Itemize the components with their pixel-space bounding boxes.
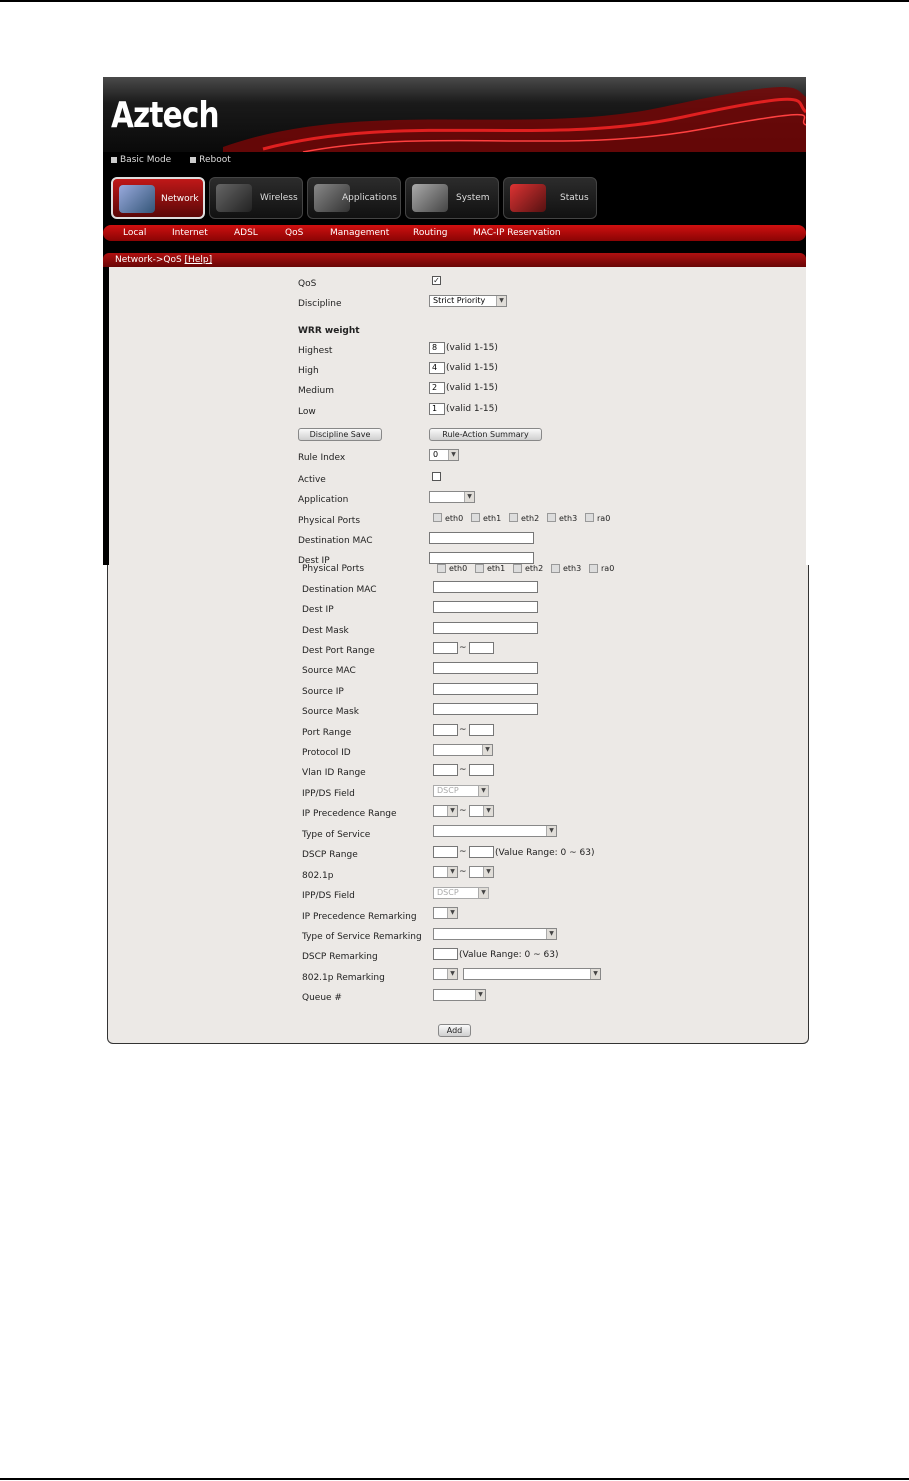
tab-applications-label: Applications (342, 193, 397, 203)
chevron-down-icon: ▼ (590, 969, 600, 979)
ip-precedence-remarking-label: IP Precedence Remarking (302, 912, 417, 922)
chevron-down-icon: ▼ (448, 450, 458, 460)
subtab-routing[interactable]: Routing (413, 228, 448, 238)
chevron-down-icon: ▼ (475, 990, 485, 1000)
source-mask-input[interactable] (433, 703, 538, 715)
dscp-to-input[interactable] (469, 846, 494, 858)
dest-port-from-input[interactable] (433, 642, 458, 654)
tab-network[interactable] (111, 177, 205, 219)
tab-status[interactable] (503, 177, 597, 219)
add-button[interactable]: Add (438, 1024, 471, 1037)
router-icon (216, 184, 252, 212)
destination-mac-input[interactable] (433, 581, 538, 593)
qos-rule-panel (107, 565, 809, 1044)
qos-label: QoS (298, 279, 317, 289)
source-mac-label: Source MAC (302, 666, 356, 676)
breadcrumb (103, 253, 806, 267)
port-eth2-checkbox[interactable] (513, 564, 522, 573)
medium-label: Medium (298, 386, 334, 396)
dest-port-to-input[interactable] (469, 642, 494, 654)
subtab-adsl[interactable]: ADSL (234, 228, 258, 238)
ip-precedence-range-label: IP Precedence Range (302, 809, 397, 819)
chevron-down-icon: ▼ (478, 786, 488, 796)
dscp-remarking-hint: (Value Range: 0 ~ 63) (459, 950, 559, 960)
destination-mac-label: Destination MAC (302, 585, 377, 595)
ip-precedence-to-select[interactable] (469, 805, 494, 817)
dest-ip-label: Dest IP (302, 605, 334, 615)
tos-remarking-label: Type of Service Remarking (302, 932, 422, 942)
source-mac-input[interactable] (433, 662, 538, 674)
tab-system-label: System (456, 193, 490, 203)
type-of-service-select[interactable] (433, 825, 557, 837)
low-label: Low (298, 407, 316, 417)
p8021-remarking-action-select[interactable] (463, 968, 601, 980)
tab-wireless[interactable] (209, 177, 303, 219)
source-mask-label: Source Mask (302, 707, 359, 717)
vlan-to-input[interactable] (469, 764, 494, 776)
top-links (111, 155, 247, 165)
p8021-label: 802.1p (302, 871, 334, 881)
low-input[interactable]: 1 (429, 403, 445, 415)
range-separator: ~ (459, 867, 467, 877)
subtab-mac-ip-reservation[interactable]: MAC-IP Reservation (473, 228, 561, 238)
physical-ports-label: Physical Ports (302, 564, 365, 574)
chevron-down-icon: ▼ (447, 969, 457, 979)
active-label: Active (298, 475, 326, 485)
discipline-label: Discipline (298, 299, 342, 309)
port-eth2-label: eth2 (521, 514, 540, 523)
vlan-id-range-label: Vlan ID Range (302, 768, 366, 778)
range-separator: ~ (459, 765, 467, 775)
ipp-ds-field2-label: IPP/DS Field (302, 891, 355, 901)
port-eth1-checkbox[interactable] (475, 564, 484, 573)
status-chart-icon (510, 184, 546, 212)
chevron-down-icon: ▼ (483, 806, 493, 816)
chevron-down-icon: ▼ (482, 745, 492, 755)
rule-index-label: Rule Index (298, 453, 346, 463)
chevron-down-icon: ▼ (546, 826, 556, 836)
port-eth0-checkbox[interactable] (433, 513, 442, 522)
dest-mask-label: Dest Mask (302, 626, 349, 636)
chevron-down-icon: ▼ (478, 888, 488, 898)
dscp-remarking-input[interactable] (433, 948, 458, 960)
rule-action-summary-button[interactable]: Rule-Action Summary (429, 428, 542, 441)
dscp-range-label: DSCP Range (302, 850, 358, 860)
tab-applications[interactable] (307, 177, 401, 219)
low-hint: (valid 1-15) (446, 404, 498, 414)
port-eth1-label: eth1 (483, 514, 502, 523)
port-eth2-label: eth2 (525, 564, 544, 573)
sub-nav (103, 225, 806, 241)
dest-ip-input[interactable] (429, 552, 534, 564)
port-eth3-checkbox[interactable] (547, 513, 556, 522)
high-input[interactable]: 4 (429, 362, 445, 374)
destination-mac-input[interactable] (429, 532, 534, 544)
chevron-down-icon: ▼ (464, 492, 474, 502)
qos-settings-panel (109, 267, 806, 565)
network-icon (119, 185, 155, 213)
port-eth1-checkbox[interactable] (471, 513, 480, 522)
high-hint: (valid 1-15) (446, 363, 498, 373)
square-icon (111, 157, 117, 163)
rule-index-value: 0 (433, 450, 439, 459)
p8021-from-select[interactable] (433, 866, 458, 878)
port-from-input[interactable] (433, 724, 458, 736)
queue-label: Queue # (302, 993, 342, 1003)
chevron-down-icon: ▼ (546, 929, 556, 939)
chevron-down-icon: ▼ (496, 296, 506, 306)
destination-mac-label: Destination MAC (298, 536, 373, 546)
port-ra0-checkbox[interactable] (589, 564, 598, 573)
source-ip-label: Source IP (302, 687, 344, 697)
reboot-link[interactable]: Reboot (190, 155, 231, 165)
chevron-down-icon: ▼ (447, 908, 457, 918)
discipline-value: Strict Priority (433, 296, 486, 305)
basic-mode-link[interactable]: Basic Mode (111, 155, 171, 165)
dest-port-range-label: Dest Port Range (302, 646, 375, 656)
port-range-label: Port Range (302, 728, 352, 738)
source-ip-input[interactable] (433, 683, 538, 695)
rule-index-select[interactable] (429, 449, 459, 461)
ipp-ds-field-select[interactable] (433, 785, 489, 797)
ipp-ds-value2: DSCP (437, 888, 459, 897)
discipline-select[interactable] (429, 295, 507, 307)
router-ui-screenshot-top (103, 77, 806, 565)
application-label: Application (298, 495, 349, 505)
tab-wireless-label: Wireless (260, 193, 298, 203)
tab-system[interactable] (405, 177, 499, 219)
tos-remarking-select[interactable] (433, 928, 557, 940)
range-separator: ~ (459, 725, 467, 735)
range-separator: ~ (459, 806, 467, 816)
system-icon (412, 184, 448, 212)
medium-hint: (valid 1-15) (446, 383, 498, 393)
brand-logo: Aztech (111, 95, 219, 136)
range-separator: ~ (459, 643, 467, 653)
port-eth0-label: eth0 (449, 564, 468, 573)
queue-select[interactable] (433, 989, 486, 1001)
port-eth3-checkbox[interactable] (551, 564, 560, 573)
breadcrumb-path: Network->QoS (115, 255, 182, 265)
p8021-to-select[interactable] (469, 866, 494, 878)
qos-checkbox[interactable]: ✓ (433, 276, 440, 285)
protocol-id-select[interactable] (433, 744, 493, 756)
port-eth2-checkbox[interactable] (509, 513, 518, 522)
port-eth1-label: eth1 (487, 564, 506, 573)
application-select[interactable] (429, 491, 475, 503)
high-label: High (298, 366, 319, 376)
dscp-range-hint: (Value Range: 0 ~ 63) (495, 848, 595, 858)
discipline-save-button[interactable]: Discipline Save (298, 428, 382, 441)
medium-input[interactable]: 2 (429, 382, 445, 394)
page-top-rule (0, 0, 909, 2)
port-eth3-label: eth3 (563, 564, 582, 573)
range-separator: ~ (459, 847, 467, 857)
header-banner (103, 77, 806, 152)
vlan-from-input[interactable] (433, 764, 458, 776)
tab-status-label: Status (560, 193, 589, 203)
square-icon (190, 157, 196, 163)
ipp-ds-field2-select[interactable] (433, 887, 489, 899)
ip-precedence-remarking-select[interactable] (433, 907, 458, 919)
dest-ip-input[interactable] (433, 601, 538, 613)
chevron-down-icon: ▼ (447, 867, 457, 877)
port-to-input[interactable] (469, 724, 494, 736)
chevron-down-icon: ▼ (447, 806, 457, 816)
physical-ports-label: Physical Ports (298, 516, 361, 526)
highest-hint: (valid 1-15) (446, 343, 498, 353)
subtab-local[interactable]: Local (123, 228, 147, 238)
ip-precedence-from-select[interactable] (433, 805, 458, 817)
protocol-id-label: Protocol ID (302, 748, 351, 758)
p8021-remarking-label: 802.1p Remarking (302, 973, 385, 983)
subtab-internet[interactable]: Internet (172, 228, 208, 238)
port-ra0-checkbox[interactable] (585, 513, 594, 522)
chevron-down-icon: ▼ (483, 867, 493, 877)
type-of-service-label: Type of Service (302, 830, 371, 840)
subtab-qos[interactable]: QoS (285, 228, 304, 238)
highest-input[interactable]: 8 (429, 342, 445, 354)
highest-label: Highest (298, 346, 333, 356)
ipp-ds-value: DSCP (437, 786, 459, 795)
p8021-remarking-select[interactable] (433, 968, 458, 980)
help-link[interactable]: [Help] (184, 255, 213, 265)
subtab-management[interactable]: Management (330, 228, 390, 238)
port-ra0-label: ra0 (597, 514, 611, 523)
tab-network-label: Network (161, 194, 199, 204)
dscp-remarking-label: DSCP Remarking (302, 952, 378, 962)
ipp-ds-field-label: IPP/DS Field (302, 789, 355, 799)
wrr-weight-heading: WRR weight (298, 326, 360, 336)
port-eth0-checkbox[interactable] (437, 564, 446, 573)
active-checkbox[interactable] (432, 472, 441, 481)
dest-mask-input[interactable] (433, 622, 538, 634)
dest-ip-label: Dest IP (298, 556, 330, 565)
port-eth3-label: eth3 (559, 514, 578, 523)
port-ra0-label: ra0 (601, 564, 615, 573)
dscp-from-input[interactable] (433, 846, 458, 858)
port-eth0-label: eth0 (445, 514, 464, 523)
page-bottom-rule (0, 1478, 909, 1480)
